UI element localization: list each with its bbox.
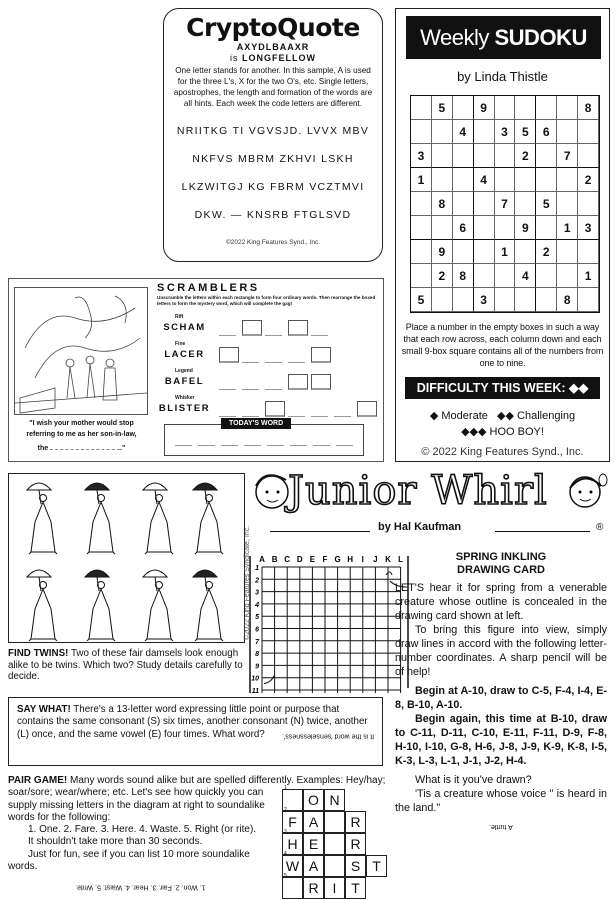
scramble-clue: Rift [175, 314, 184, 320]
pair-game-fun: Just for fun, see if you can list 10 more soundalike words. [8, 848, 250, 873]
cryptoquote-panel [163, 8, 383, 262]
sudoku-cell[interactable] [515, 288, 536, 312]
registered-mark: ® [596, 522, 604, 533]
pair-game-heading: PAIR GAME! [8, 775, 68, 786]
sudoku-cell: 1 [411, 168, 432, 192]
title-bold: SUDOKU [494, 25, 587, 50]
letter-slot[interactable] [219, 408, 236, 417]
say-what-body: There's a 13-letter word expressing little point or purpose that contains the same consonant (S) six times, another consonant (N) twice, another (L) once, and the same vowel (E) four times. What word? [17, 704, 368, 740]
pair-grid-cell: R [303, 877, 324, 899]
sudoku-cell: 8 [578, 96, 599, 120]
scramble-clue: Whisker [175, 395, 195, 401]
sudoku-copyright: © 2022 King Features Synd., Inc. [421, 446, 584, 458]
sudoku-cell[interactable] [557, 96, 578, 120]
grid-row-label: 9 [255, 663, 259, 671]
grid-column-label: B [271, 555, 278, 564]
scramble-clue: Fine [175, 341, 186, 347]
letter-slot[interactable] [242, 354, 259, 363]
sudoku-cell[interactable] [515, 168, 536, 192]
drawing-card-grid [245, 548, 410, 693]
sudoku-cell[interactable] [453, 144, 474, 168]
caption-line: referring to me as her son-in-law, [26, 431, 137, 438]
spring-question: What is it you've drawn? [415, 774, 532, 786]
sudoku-cell[interactable] [557, 120, 578, 144]
grid-column-label: A [259, 555, 265, 564]
boxed-letter-slot[interactable] [311, 374, 331, 390]
sample-is: is [229, 53, 239, 63]
sudoku-cell[interactable] [411, 264, 432, 288]
clue-number: 1 [284, 785, 287, 791]
sudoku-cell[interactable] [453, 168, 474, 192]
grid-column-label: L [398, 555, 404, 564]
damsel-figure[interactable] [143, 483, 173, 554]
scramble-row [157, 368, 387, 390]
sudoku-cell: 4 [474, 168, 495, 192]
pair-grid-cell: T [366, 855, 387, 877]
boxed-letter-slot[interactable] [242, 320, 262, 336]
pair-game-time: It shouldn't take more than 30 seconds. [28, 836, 203, 848]
sudoku-cell[interactable] [411, 192, 432, 216]
spring-answer: A turtle. [489, 823, 513, 830]
boxed-letter-slot[interactable] [288, 320, 308, 336]
grid-column-label: G [334, 555, 341, 564]
cipher-line: NKFVS MBRM ZKHVI LSKH [192, 153, 354, 165]
spring-title-2: DRAWING CARD [457, 564, 545, 576]
letter-slot[interactable] [288, 408, 305, 417]
scramble-word: LACER [164, 349, 205, 360]
grid-row-label: 11 [251, 688, 259, 693]
scramblers-panel [8, 278, 384, 462]
sudoku-cell[interactable] [578, 192, 599, 216]
grid-column-label: J [373, 555, 378, 564]
todays-word-label: TODAY'S WORD [221, 418, 291, 429]
find-twins-panel [8, 473, 245, 643]
cryptoquote-rules: One letter stands for another. In this sample, A is used for the three L's, X for the two O's, etc. Single letters, apostrophes, the length and formation of the words are all hints. Each week the code letters are different. [173, 65, 373, 108]
sudoku-cell: 3 [411, 144, 432, 168]
grid-row-label: 4 [255, 601, 259, 609]
sudoku-cell[interactable] [432, 288, 453, 312]
sudoku-cell[interactable] [474, 264, 495, 288]
sudoku-cell[interactable] [536, 168, 557, 192]
todays-word-slot[interactable] [198, 437, 215, 446]
sudoku-cell: 4 [453, 120, 474, 144]
title-light: Weekly [420, 25, 495, 50]
damsel-figure[interactable] [143, 570, 173, 641]
sudoku-cell[interactable] [474, 192, 495, 216]
sudoku-cell[interactable] [432, 216, 453, 240]
scramblers-instructions: Unscramble the letters within each rectangle to form four ordinary words. Then rearrange the boxed letters to form the mystery word, which will complete the gag! [157, 295, 376, 306]
letter-slot[interactable] [242, 408, 259, 417]
junior-whirl-copyright: ©2022 King Features Syndicate, Inc. [244, 525, 251, 640]
damsel-figure[interactable] [85, 483, 115, 554]
caption-blank-line [9, 444, 154, 453]
letter-slot[interactable] [219, 381, 236, 390]
pair-grid-cell: I [324, 877, 345, 899]
answer-blank[interactable] [50, 449, 120, 450]
sudoku-cell[interactable] [515, 192, 536, 216]
letter-slot[interactable] [288, 354, 305, 363]
sudoku-cell: 9 [515, 216, 536, 240]
sudoku-cell: 6 [453, 216, 474, 240]
spring-instructions: To bring this figure into view, simply draw lines in accord with the following letter-number coordinates. A sharp pencil will be of help! [395, 624, 607, 678]
letter-slot[interactable] [265, 354, 282, 363]
cipher-line: DKW. — KNSRB FTGLSVD [194, 209, 352, 221]
junior-whirl-header [250, 466, 610, 546]
sudoku-panel [395, 8, 610, 462]
caption-line: "I wish your mother would stop [29, 420, 134, 427]
pair-grid-cell: R [345, 811, 366, 833]
sudoku-cell[interactable] [411, 120, 432, 144]
boxed-letter-slot[interactable] [219, 347, 239, 363]
sudoku-cell: 2 [515, 144, 536, 168]
clue-number: 2 [284, 807, 287, 813]
sudoku-cell[interactable] [536, 216, 557, 240]
pair-game-answer: 1. Won. 2. Fair. 3. Hear. 4. Waist. 5. Write. [74, 883, 206, 891]
grid-column-label: F [322, 555, 328, 564]
pair-grid-cell: O [303, 789, 324, 811]
sudoku-cell[interactable] [578, 240, 599, 264]
pair-grid-cell[interactable] [282, 873, 303, 899]
letter-slot[interactable] [219, 327, 236, 336]
level-hooboy: ◆◆◆ HOO BOY! [461, 426, 544, 438]
pair-grid-cell[interactable] [324, 855, 345, 877]
pair-game-grid [278, 785, 390, 900]
sudoku-cell[interactable] [411, 96, 432, 120]
sudoku-cell[interactable] [557, 264, 578, 288]
sudoku-cell: 2 [432, 264, 453, 288]
sudoku-instructions: Place a number in the empty boxes in such a way that each row across, each column down and each small 9-box square contains all of the numbers from one to nine. [401, 322, 604, 368]
grid-column-label: H [347, 555, 354, 564]
say-what-answer: It is the word 'senselessness'. [281, 731, 374, 739]
scramblers-title: SCRAMBLERS [157, 282, 260, 294]
sudoku-cell[interactable] [536, 288, 557, 312]
turtle-tail-hint [264, 676, 274, 684]
level-challenging: ◆◆ Challenging [497, 410, 576, 422]
grid-row-label: 2 [255, 577, 259, 585]
grid-row-label: 7 [255, 638, 259, 646]
spring-inkling-panel [395, 551, 607, 833]
grid-row-label: 5 [255, 614, 259, 622]
sudoku-cell[interactable] [536, 144, 557, 168]
scramble-word: SCHAM [163, 322, 206, 333]
boxed-letter-slot[interactable] [288, 374, 308, 390]
difficulty-banner: DIFFICULTY THIS WEEK: ◆◆ [405, 377, 600, 399]
pair-grid-cell: T [345, 877, 366, 899]
letter-slot[interactable] [265, 381, 282, 390]
caption-end: ." [120, 445, 126, 452]
clue-number: 4 [284, 851, 287, 857]
pair-grid-cell: A [303, 811, 324, 833]
pair-grid-cell[interactable] [324, 833, 345, 855]
scramble-word: BLISTER [158, 403, 211, 414]
caption-the: the [37, 445, 49, 452]
spring-coords-1: Begin at A-10, draw to C-5, F-4, I-4, E-8, B-10, A-10. [395, 685, 607, 711]
damsel-figure[interactable] [193, 483, 223, 554]
sudoku-cell[interactable] [453, 240, 474, 264]
sudoku-cell[interactable] [411, 240, 432, 264]
todays-word-slot[interactable] [336, 437, 353, 446]
spring-title-1: SPRING INKLING [455, 551, 547, 563]
grid-row-label: 8 [255, 651, 259, 659]
sudoku-cell[interactable] [453, 192, 474, 216]
sudoku-cell: 1 [557, 216, 578, 240]
grid-column-label: I [361, 555, 364, 564]
pair-grid-cell: E [303, 833, 324, 855]
cipher-line: NRIITKG TI VGVSJD. LVVX MBV [176, 125, 370, 137]
boy-face-logo [250, 466, 290, 516]
sudoku-cell: 1 [578, 264, 599, 288]
clue-number: 5 [284, 873, 287, 879]
sample-answer: LONGFELLOW [242, 53, 316, 63]
sudoku-cell: 5 [432, 96, 453, 120]
letter-slot[interactable] [311, 408, 328, 417]
junior-whirl-byline: by Hal Kaufman [378, 521, 462, 533]
boxed-letter-slot[interactable] [357, 401, 377, 417]
scramble-row [157, 341, 387, 363]
sudoku-byline: by Linda Thistle [457, 69, 548, 84]
sudoku-cell: 8 [453, 264, 474, 288]
pair-grid-cell: 2 F [282, 811, 303, 833]
todays-word-slot[interactable] [267, 437, 284, 446]
sudoku-cell: 5 [536, 192, 557, 216]
level-moderate: ◆ Moderate [429, 410, 488, 422]
scramble-row [157, 314, 387, 336]
letter-slot[interactable] [311, 327, 328, 336]
cipher-line: LKZWITGJ KG FBRM VCZTMVI [181, 181, 365, 193]
sudoku-cell[interactable] [495, 96, 516, 120]
sudoku-cell[interactable] [495, 216, 516, 240]
sudoku-cell[interactable] [495, 264, 516, 288]
sudoku-cell[interactable] [453, 288, 474, 312]
difficulty-levels [396, 410, 609, 423]
sudoku-cell[interactable] [536, 96, 557, 120]
sudoku-cell: 6 [536, 120, 557, 144]
cryptoquote-title: CryptoQuote [186, 13, 360, 42]
scramble-row [157, 395, 387, 417]
sudoku-cell: 4 [515, 264, 536, 288]
sudoku-cell[interactable] [557, 192, 578, 216]
grid-row-label: 1 [255, 565, 259, 572]
sudoku-cell[interactable] [557, 240, 578, 264]
todays-word-slot[interactable] [221, 437, 238, 446]
sudoku-cell: 8 [432, 192, 453, 216]
sudoku-cell[interactable] [515, 240, 536, 264]
damsel-figure[interactable] [85, 570, 115, 641]
sudoku-cell[interactable] [495, 144, 516, 168]
sudoku-cell[interactable] [578, 288, 599, 312]
find-twins-body: Two of these fair damsels look enough alike to be twins. Which two? Study details carefully to decide. [8, 648, 243, 682]
sudoku-cell[interactable] [495, 288, 516, 312]
letter-slot[interactable] [334, 408, 351, 417]
sudoku-cell: 7 [495, 192, 516, 216]
sudoku-cell[interactable] [515, 96, 536, 120]
sudoku-cell: 5 [411, 288, 432, 312]
sudoku-cell[interactable] [474, 120, 495, 144]
damsel-figure[interactable] [193, 570, 223, 641]
sudoku-cell: 9 [432, 240, 453, 264]
damsel-figure[interactable] [27, 570, 57, 641]
sudoku-cell[interactable] [557, 168, 578, 192]
sudoku-cell[interactable] [432, 144, 453, 168]
grid-column-label: K [385, 555, 391, 564]
sudoku-cell: 3 [495, 120, 516, 144]
pair-game-body: Many words sound alike but are spelled differently. Examples: Hey/hay; soar/sore; wear/where; etc. Let's see how quickly you can supply missing letters in the diagram at right to soundalike words for the following: [8, 775, 386, 823]
sudoku-cell: 3 [474, 288, 495, 312]
damsel-figure[interactable] [27, 483, 57, 554]
grid-row-label: 10 [251, 675, 259, 683]
cartoon-illustration [14, 287, 148, 415]
sudoku-cell: 1 [495, 240, 516, 264]
todays-word-slot[interactable] [175, 437, 192, 446]
sudoku-cell: 9 [474, 96, 495, 120]
sudoku-cell: 3 [578, 216, 599, 240]
spring-hint: 'Tis a creature whose voice " is heard in the land." [395, 788, 607, 814]
sudoku-cell[interactable] [536, 264, 557, 288]
find-twins-heading: FIND TWINS! [8, 648, 69, 659]
sudoku-cell[interactable] [495, 168, 516, 192]
pair-grid-cell: 3 H [282, 833, 303, 855]
grid-column-label: E [309, 555, 316, 564]
letter-slot[interactable] [242, 381, 259, 390]
pair-grid-cell: N [324, 789, 345, 811]
grid-row-label: 3 [255, 589, 259, 597]
spring-coords-2: Begin again, this time at B-10, draw to C-11, D-11, C-10, E-11, F-11, D-9, F-8, H-10, I-10, G-8, H-6, J-8, J-9, K-9, K-8, I-5, K-3, L-3, L-1, J-1, J-2, H-4. [395, 713, 607, 767]
sudoku-cell[interactable] [474, 216, 495, 240]
sample-code: AXYDLBAAXR [236, 42, 310, 52]
sudoku-title [406, 16, 601, 59]
cryptoquote-copyright: ©2022 King Features Synd., Inc. [225, 239, 321, 246]
todays-word-slot[interactable] [290, 437, 307, 446]
sudoku-cell: 2 [578, 168, 599, 192]
grid-column-label: D [296, 555, 303, 564]
girl-face-logo [565, 466, 610, 516]
say-what-heading: SAY WHAT! [17, 704, 71, 715]
sudoku-cell: 8 [557, 288, 578, 312]
todays-word-slot[interactable] [244, 437, 261, 446]
todays-word-box [164, 420, 364, 456]
pair-grid-cell: S [345, 855, 366, 877]
junior-whirl-logo: Junior Whirl [288, 468, 548, 514]
grid-column-label: C [284, 555, 291, 564]
sudoku-cell[interactable] [578, 120, 599, 144]
scramble-word: BAFEL [164, 376, 205, 387]
sudoku-cell[interactable] [453, 96, 474, 120]
find-twins-text [8, 648, 243, 683]
sudoku-cell[interactable] [474, 240, 495, 264]
pair-grid-cell: 4 W [282, 855, 303, 877]
pair-game-clues: 1. One. 2. Fare. 3. Here. 4. Waste. 5. Right (or rite). [28, 824, 257, 836]
sudoku-cell[interactable] [432, 120, 453, 144]
todays-word-slot[interactable] [313, 437, 330, 446]
pair-grid-cell[interactable] [324, 811, 345, 833]
pair-game-panel [8, 775, 390, 900]
scramble-clue: Legend [175, 368, 193, 374]
letter-slot[interactable] [265, 327, 282, 336]
sudoku-cell[interactable] [578, 144, 599, 168]
clue-number: 3 [284, 829, 287, 835]
sudoku-cell: 2 [536, 240, 557, 264]
sudoku-cell: 5 [515, 120, 536, 144]
pair-grid-cell: A [303, 855, 324, 877]
sudoku-cell[interactable] [474, 144, 495, 168]
sudoku-cell[interactable] [411, 216, 432, 240]
sudoku-grid [410, 95, 600, 313]
spring-intro: LET'S hear it for spring from a venerable creature whose outline is concealed in the drawing card shown at left. [395, 582, 607, 622]
sudoku-cell[interactable] [432, 168, 453, 192]
boxed-letter-slot[interactable] [265, 401, 285, 417]
pair-grid-cell: R [345, 833, 366, 855]
sudoku-cell: 7 [557, 144, 578, 168]
boxed-letter-slot[interactable] [311, 347, 331, 363]
grid-row-label: 6 [255, 626, 259, 634]
say-what-panel [8, 697, 383, 766]
